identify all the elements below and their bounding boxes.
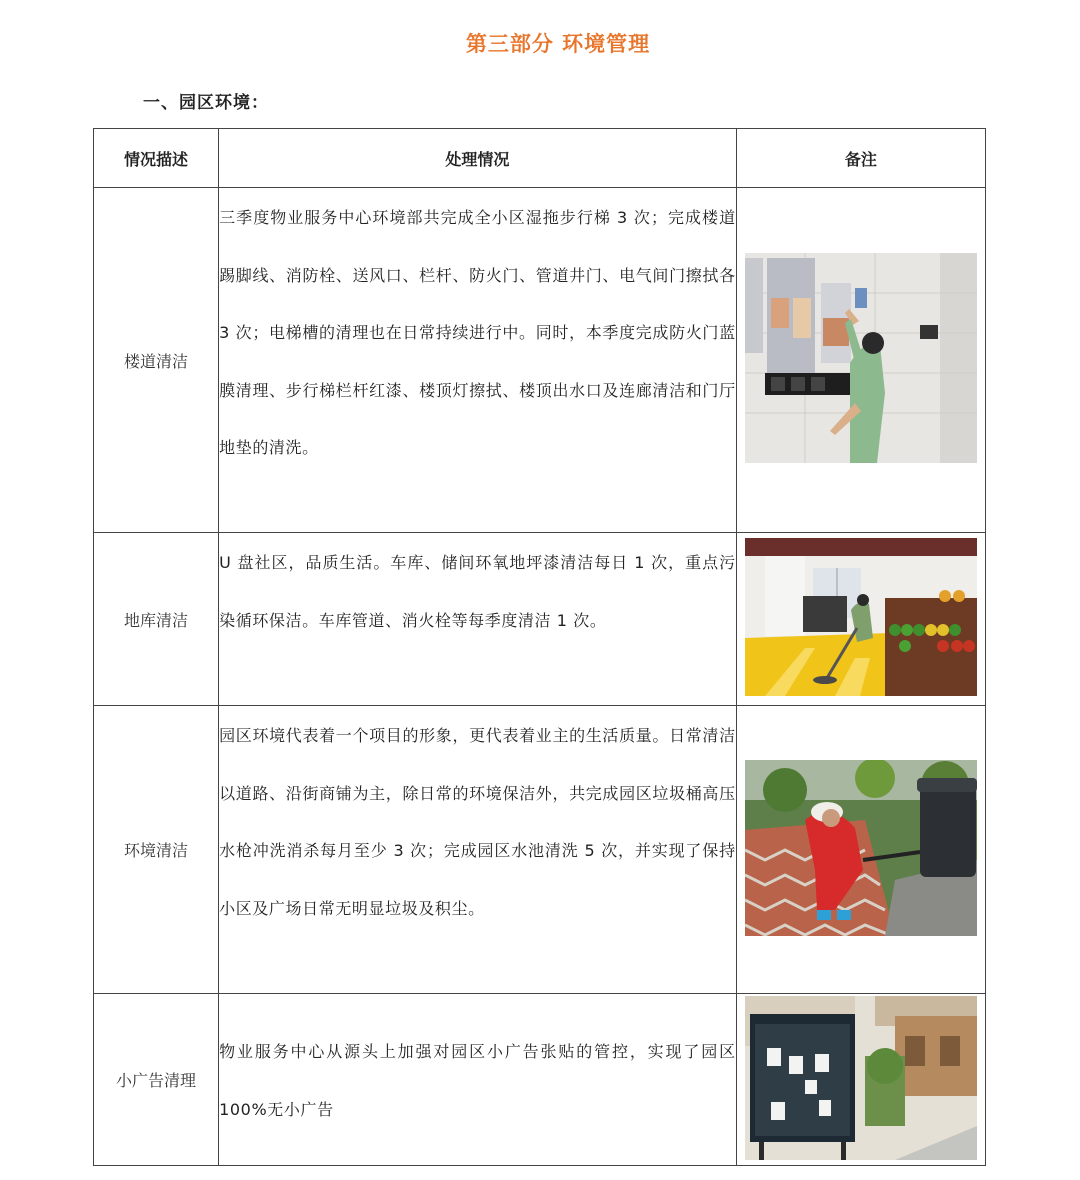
header-handling: 处理情况	[219, 129, 737, 188]
photo-environment-cleaning	[745, 760, 977, 936]
row-handling-text: 园区环境代表着一个项目的形象，更代表着业主的生活质量。日常清洁以道路、沿街商铺为主，除日常的环境保洁外，共完成园区垃圾桶高压水枪冲洗消杀每月至少 3 次；完成园区水池清洗 5 次，并实现了保持小区及广场日常无明显垃圾及积尘。	[219, 726, 736, 918]
table-header-row	[94, 129, 986, 188]
row-handling-cell	[219, 994, 737, 1166]
row-handling-text: U 盘社区，品质生活。车库、储间环氧地坪漆清洁每日 1 次，重点污染循环保洁。车库管道、消火栓等每季度清洁 1 次。	[219, 553, 736, 630]
row-note-cell	[736, 994, 985, 1166]
row-handling-cell	[219, 188, 737, 533]
environment-table	[93, 128, 986, 1166]
table-row	[94, 533, 986, 706]
photo-garage-cleaning	[745, 538, 977, 696]
row-note-cell	[736, 706, 985, 994]
table-row	[94, 188, 986, 533]
photo-stairwell-cleaning	[745, 253, 977, 463]
row-note-cell	[736, 188, 985, 533]
row-desc: 小广告清理	[94, 994, 219, 1166]
row-handling-text: 三季度物业服务中心环境部共完成全小区湿拖步行梯 3 次；完成楼道踢脚线、消防栓、送风口、栏杆、防火门、管道井门、电气间门擦拭各 3 次；电梯槽的清理也在日常持续进行中。同时，本季度完成防火门蓝膜清理、步行梯栏杆红漆、楼顶灯擦拭、楼顶出水口及连廊清洁和门厅地垫的清洗。	[219, 208, 736, 457]
table-row	[94, 706, 986, 994]
row-handling-cell	[219, 533, 737, 706]
photo-advertisement-removal	[745, 996, 977, 1160]
row-desc: 楼道清洁	[94, 188, 219, 533]
row-handling-text: 物业服务中心从源头上加强对园区小广告张贴的管控，实现了园区 100%无小广告	[219, 1042, 736, 1119]
row-desc: 地库清洁	[94, 533, 219, 706]
section-heading: 一、园区环境：	[143, 93, 269, 113]
header-note: 备注	[736, 129, 985, 188]
page-title: 第三部分 环境管理	[465, 32, 651, 56]
row-handling-cell	[219, 706, 737, 994]
row-note-cell	[736, 533, 985, 706]
row-desc: 环境清洁	[94, 706, 219, 994]
header-desc: 情况描述	[94, 129, 219, 188]
table-row	[94, 994, 986, 1166]
